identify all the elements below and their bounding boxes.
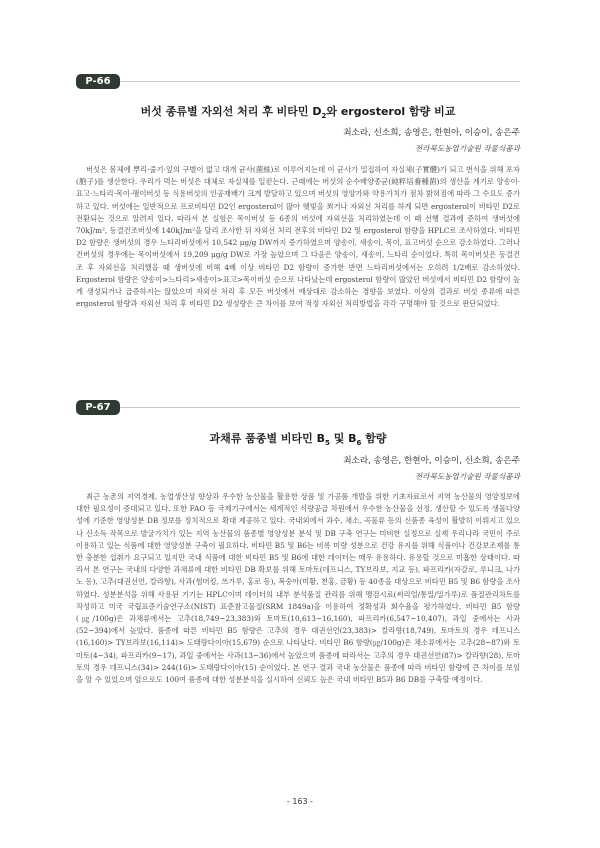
title-mid: 및 B bbox=[329, 432, 357, 445]
page-number: - 163 - bbox=[286, 797, 314, 806]
article-affiliation: 전라북도농업기술원 작물식품과 bbox=[414, 144, 520, 153]
article-affiliation: 전라북도농업기술원 작물식품과 bbox=[414, 472, 520, 481]
title-main: 과채류 품종별 비타민 B bbox=[209, 432, 325, 445]
article-authors: 최소라, 신소희, 송영은, 한현아, 이승이, 송은주 bbox=[343, 128, 520, 138]
title-subscript: 2 bbox=[321, 112, 327, 121]
article-id-badge: P-67 bbox=[76, 400, 120, 415]
article-abstract bbox=[76, 164, 520, 310]
article-abstract bbox=[76, 491, 520, 686]
abstract-paragraph: 최근 농촌의 지역경제, 농업생산성 향상과 우수한 농산물을 활용한 상품 및 가공품 개발을 위한 기초자료로서 지역 농산물의 영양정보에 대한 필요성이 증대되고 있다. 또한 FAO 등 국제기구에서는 세계적인 식량공급 차원에서 우수한 농산물을 선정, 생산할 수 있도록 생물다양성에 기준한 영양성분 DB 정보를 정치적으로 확대 제공하고 있다. 국내외에서 과수, 채소, 곡물류 등의 신품종 육성이 활발히 이뤄지고 있으나 신소득 작목으로 발굴가치가 있는 지역 농산물의 품종별 영양성분 분석 및 DB 구축 연구는 미비한 실정으로 실제 우리나라 국민이 주로 이용하고 있는 식품에 대한 영양성분 구축이 필요하다. 비타민 B5 및 B6는 비록 미량 성분으로 건강 유지를 위해 식품이나 건강보조제를 통한 충분한 섭취가 요구되고 있지만 국내 식품에 대한 비타민 B5 및 B6에 대한 데이터는 매우 유용하다. 유용할 것으로 미흡한 상태이다. 따라서 본 연구는 국내의 다양한 과채류에 대한 비타민 DB 확보를 위해 토마토(데프니스, TY브라보, 지교 등), 파프리카(자갈로, 루니크, 나가노 등), 고추(대권선언, 칼라향), 사과(썸머킹, 쓰가루, 홍로 등), 복숭아(미황, 천홍, 금황) 등 40종을 대상으로 비타민 B5 및 B6 함량을 조사하였다. 성분분석을 위해 사용된 기기는 HPLC이며 데이터의 내부 분석품질 관리를 위해 맹검시료(써리얼/통밀/밀가루)로 품질관리차트를 작성하고 미국 국립표준기술연구소(NIST) 표준참고물질(SRM 1849a)을 이용하여 정확성과 회수율을 평가하였다. 비타민 B5 함량(㎍/100g)은 과채류에서는 고추(18,749~23,383)와 토마토(10,613~16,160), 파프리카(6,547~10,407), 과일 중에서는 사과(52~394)에서 높았다. 품종에 따른 비타민 B5 함량은 고추의 경우 대권선언(23,383)> 칼라향(18,749), 토마토의 경우 데프니스(16,160)> TY브라보(16,114)> 도태랑다이아(15,679) 순으로 나타났다. 비타민 B6 함량(㎍/100g)은 채소류에서는 고추(28~87)와 토마토(4~34), 파프리카(9~17), 과일 중에서는 사과(13~36)에서 높았으며 품종에 따라서는 고추의 경우 대권선언(87)> 칼라향(28), 토마토의 경우 데프니스(34)> 244(16)> 도태랑다이아(15) 순이었다. 본 연구 결과 국내 농산물은 품종에 따라 비타민 함량에 큰 차이를 보임을 알 수 있었으며 앞으로도 100여 품종에 대한 성분분석을 실시하여 신뢰도 높은 국내 비타민 B5과 B6 DB를 구축할 예정이다. bbox=[76, 492, 520, 685]
title-tail: 와 ergosterol 함량 비교 bbox=[326, 105, 456, 118]
badge-divider bbox=[120, 407, 520, 408]
article-title bbox=[76, 430, 520, 447]
title-subscript: 5 bbox=[325, 439, 330, 448]
badge-divider bbox=[120, 81, 520, 82]
title-main: 버섯 종류별 자외선 처리 후 비타민 D bbox=[140, 105, 322, 118]
article-id-badge: P-66 bbox=[76, 74, 120, 89]
title-subscript: 6 bbox=[356, 439, 362, 448]
article-title bbox=[76, 103, 520, 120]
title-tail: 함량 bbox=[361, 432, 387, 445]
article-authors: 최소라, 송영은, 한현아, 이승이, 신소희, 송은주 bbox=[343, 456, 520, 466]
abstract-paragraph: 버섯은 몸체에 뿌리·줄기·잎의 구별이 없고 대개 균사(菌絲)로 이루어지는데 이 균사가 밀집하여 자실체(子實體)가 되고 번식을 위해 포자(胞子)를 생산한다. 우리가 먹는 버섯은 대체로 자실체를 일컫는다. 근래에는 버섯의 순수배양종균(純粹培養種菌)의 생산을 계기로 양송이·표고·느타리·목이·팽이버섯 등 식용버섯의 인공재배가 크게 발달하고 있으며 버섯의 영양가와 약용가치가 점차 밝혀짐에 따라 그 수요도 증가하고 있다. 버섯에는 일반적으로 프로비타민 D2인 ergosterol이 많아 햇빛을 쬐거나 자외선 처리를 하게 되면 ergosterol이 비타민 D2로 전환되는 것으로 알려져 있다. 따라서 본 실험은 목이버섯 등 6종의 버섯에 자외선을 처리하였는데 이 때 선행 결과에 준하여 생버섯에 70kJ/m², 동결건조버섯에 140kJ/m²을 달리 조사한 뒤 자외선 처리 전후의 비타민 D2 및 ergosterol 함량을 HPLC로 조사하였다. 비타민 D2 함량은 생버섯의 경우 느타리버섯에서 10,542 μg/g DW까지 증가하였으며 양송이, 새송이, 목이, 표고버섯 순으로 감소하였다. 그러나 건버섯의 경우에는 목이버섯에서 19,209 μg/g DW로 가장 높았으며 그 다음은 양송이, 새송이, 느타리 순이었다. 특히 목이버섯은 동결건조 후 자외선을 처리했을 때 생버섯에 비해 4배 이상 비타민 D2 함량이 증가한 반면 느타리버섯에서는 오히려 1/2배로 감소하였다. Ergosterol 함량은 양송이>느타리>새송이>표고>목이버섯 순으로 나타났는데 ergosterol 함량이 많았던 버섯에서 비타민 D2 함량이 높게 생성되거나 급증하지는 않았으며 자외선 처리 후 모든 버섯에서 예상대로 감소하는 경향을 보였다. 이상의 결과로 버섯 종류에 따른 ergosterol 함량과 자외선 처리 후 비타민 D2 생성량은 큰 차이를 보여 적정 자외선 처리방법을 각각 구명해야 할 것으로 판단되었다. bbox=[76, 165, 520, 309]
